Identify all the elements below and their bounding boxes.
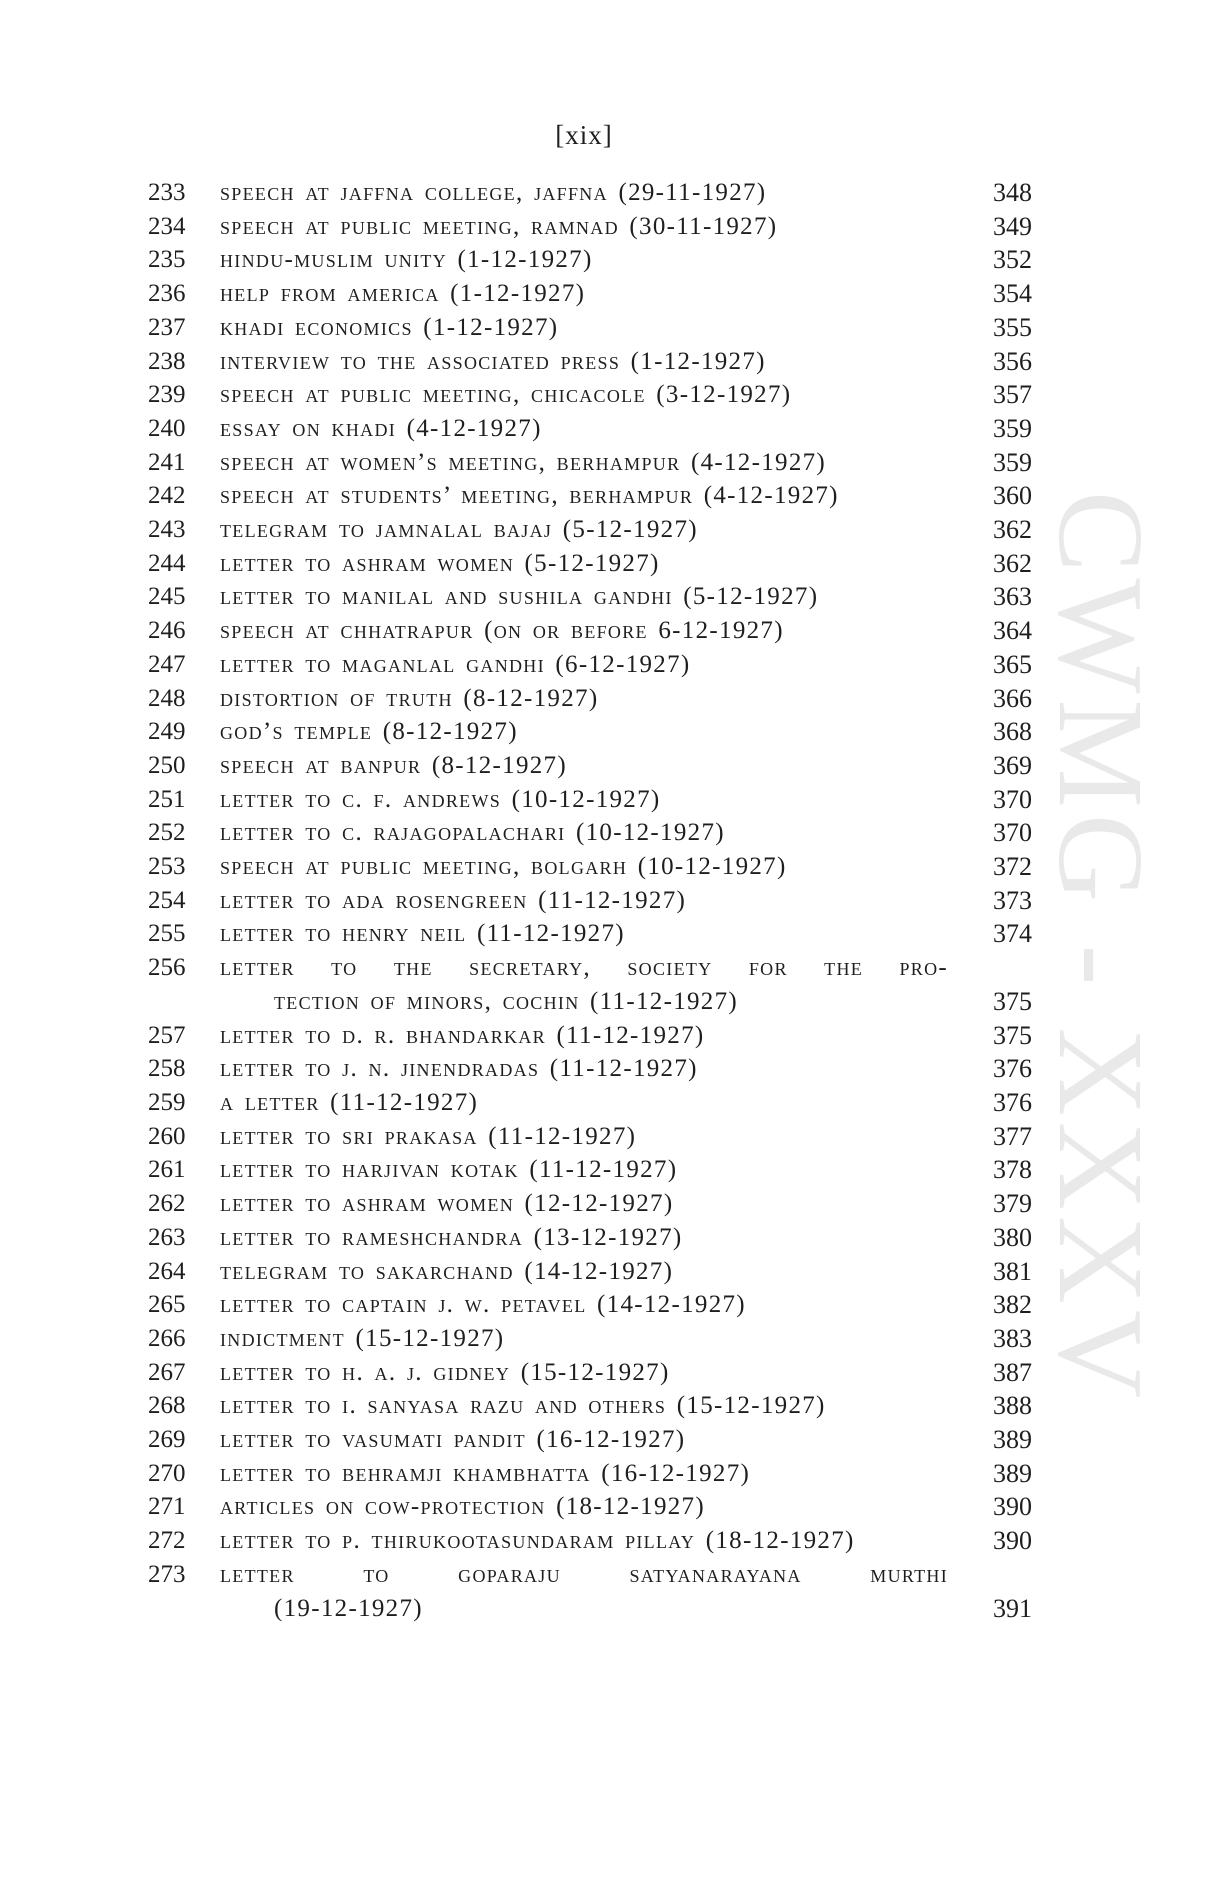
entry-number: 246 bbox=[148, 617, 186, 645]
entry-number: 266 bbox=[148, 1324, 186, 1352]
entry-title-line1: letter to goparaju satyanarayana murthi bbox=[220, 1560, 948, 1588]
entry-number: 268 bbox=[148, 1392, 186, 1420]
toc-entry bbox=[148, 1457, 1038, 1491]
entry-page: 389 bbox=[993, 1425, 1032, 1455]
toc-entry bbox=[148, 1019, 1038, 1053]
entry-page: 374 bbox=[993, 919, 1032, 949]
toc-entry bbox=[148, 1120, 1038, 1154]
entry-number: 265 bbox=[148, 1291, 186, 1319]
entry-page: 380 bbox=[993, 1222, 1032, 1252]
toc-entry bbox=[148, 1558, 1038, 1625]
entry-page: 370 bbox=[993, 784, 1032, 814]
toc-entry bbox=[148, 513, 1038, 547]
entry-page: 391 bbox=[993, 1593, 1032, 1623]
entry-page: 368 bbox=[993, 717, 1032, 747]
entry-number: 253 bbox=[148, 853, 186, 881]
entry-number: 252 bbox=[148, 819, 186, 847]
toc-entry bbox=[148, 210, 1038, 244]
entry-title: letter to h. a. j. gidney (15-12-1927) bbox=[220, 1358, 670, 1386]
entry-title: letter to behramji khambhatta (16-12-1927) bbox=[220, 1459, 751, 1487]
entry-number: 248 bbox=[148, 684, 186, 712]
entry-number: 269 bbox=[148, 1426, 186, 1454]
entry-title: interview to the associated press (1-12-1927) bbox=[220, 347, 766, 375]
toc-entry bbox=[148, 1356, 1038, 1390]
entry-page: 375 bbox=[993, 1020, 1032, 1050]
entry-title: letter to manilal and sushila gandhi (5-12-1927) bbox=[220, 583, 819, 611]
entry-title: hindu-muslim unity (1-12-1927) bbox=[220, 246, 593, 274]
entry-number: 271 bbox=[148, 1493, 186, 1521]
toc-entry bbox=[148, 749, 1038, 783]
toc-entry bbox=[148, 446, 1038, 480]
entry-page: 356 bbox=[993, 346, 1032, 376]
entry-page: 383 bbox=[993, 1323, 1032, 1353]
entry-page: 362 bbox=[993, 515, 1032, 545]
toc-entry bbox=[148, 277, 1038, 311]
entry-number: 242 bbox=[148, 482, 186, 510]
entry-number: 260 bbox=[148, 1122, 186, 1150]
entry-page: 387 bbox=[993, 1357, 1032, 1387]
entry-page: 382 bbox=[993, 1290, 1032, 1320]
entry-page: 376 bbox=[993, 1054, 1032, 1084]
entry-page: 377 bbox=[993, 1121, 1032, 1151]
entry-title bbox=[220, 951, 948, 1018]
entry-number: 238 bbox=[148, 347, 186, 375]
entry-title: letter to harjivan kotak (11-12-1927) bbox=[220, 1156, 678, 1184]
entry-number: 261 bbox=[148, 1156, 186, 1184]
entry-page: 366 bbox=[993, 683, 1032, 713]
entry-title: telegram to jamnalal bajaj (5-12-1927) bbox=[220, 516, 698, 544]
entry-number: 240 bbox=[148, 414, 186, 442]
entry-title: letter to i. sanyasa razu and others (15-12-1927) bbox=[220, 1392, 826, 1420]
entry-number: 244 bbox=[148, 549, 186, 577]
entry-page: 378 bbox=[993, 1155, 1032, 1185]
toc-entry bbox=[148, 176, 1038, 210]
toc-entry bbox=[148, 243, 1038, 277]
entry-number: 256 bbox=[148, 954, 186, 982]
entry-page: 352 bbox=[993, 245, 1032, 275]
entry-number: 239 bbox=[148, 381, 186, 409]
watermark-text: CWMG - XXXV bbox=[1033, 491, 1168, 1405]
entry-page: 370 bbox=[993, 818, 1032, 848]
entry-number: 237 bbox=[148, 313, 186, 341]
entry-number: 262 bbox=[148, 1190, 186, 1218]
toc-entry bbox=[148, 1423, 1038, 1457]
entry-page: 373 bbox=[993, 885, 1032, 915]
toc-entry bbox=[148, 783, 1038, 817]
entry-title: letter to j. n. jinendradas (11-12-1927) bbox=[220, 1055, 698, 1083]
entry-page: 364 bbox=[993, 616, 1032, 646]
entry-title: help from america (1-12-1927) bbox=[220, 280, 586, 308]
entry-page: 357 bbox=[993, 380, 1032, 410]
entry-page: 388 bbox=[993, 1391, 1032, 1421]
entry-title-line2: (19-12-1927) bbox=[274, 1594, 423, 1622]
entry-title: articles on cow-protection (18-12-1927) bbox=[220, 1493, 705, 1521]
entry-title: letter to vasumati pandit (16-12-1927) bbox=[220, 1426, 686, 1454]
entry-page: 359 bbox=[993, 413, 1032, 443]
entry-number: 258 bbox=[148, 1055, 186, 1083]
toc-entry bbox=[148, 1389, 1038, 1423]
entry-page: 381 bbox=[993, 1256, 1032, 1286]
entry-number: 250 bbox=[148, 751, 186, 779]
entry-number: 233 bbox=[148, 179, 186, 206]
toc-entry bbox=[148, 1524, 1038, 1558]
entry-title: speech at chhatrapur (on or before 6-12-1927) bbox=[220, 617, 784, 645]
toc-entry bbox=[148, 850, 1038, 884]
toc-entry bbox=[148, 412, 1038, 446]
entry-title: speech at public meeting, chicacole (3-12-1927) bbox=[220, 381, 792, 409]
entry-title: speech at students’ meeting, berhampur (4-12-1927) bbox=[220, 482, 839, 510]
entry-number: 245 bbox=[148, 583, 186, 611]
toc-entry bbox=[148, 614, 1038, 648]
toc-entry bbox=[148, 1052, 1038, 1086]
entry-page: 362 bbox=[993, 548, 1032, 578]
entry-number: 267 bbox=[148, 1358, 186, 1386]
entry-number: 247 bbox=[148, 650, 186, 678]
entry-title: speech at jaffna college, jaffna (29-11-1927) bbox=[220, 179, 767, 206]
entry-page: 360 bbox=[993, 481, 1032, 511]
toc-entry bbox=[148, 917, 1038, 951]
entry-title: letter to ada rosengreen (11-12-1927) bbox=[220, 886, 687, 914]
entry-page: 365 bbox=[993, 649, 1032, 679]
entry-title: khadi economics (1-12-1927) bbox=[220, 313, 559, 341]
entry-title: god’s temple (8-12-1927) bbox=[220, 718, 518, 746]
entry-title: letter to maganlal gandhi (6-12-1927) bbox=[220, 650, 691, 678]
entry-title: letter to ashram women (5-12-1927) bbox=[220, 549, 660, 577]
entry-number: 234 bbox=[148, 212, 186, 240]
toc-entry bbox=[148, 1086, 1038, 1120]
toc-entry bbox=[148, 951, 1038, 1018]
entry-page: 389 bbox=[993, 1458, 1032, 1488]
toc-entry bbox=[148, 715, 1038, 749]
entry-page: 363 bbox=[993, 582, 1032, 612]
toc-entry bbox=[148, 378, 1038, 412]
watermark bbox=[1033, 428, 1168, 1468]
entry-title: indictment (15-12-1927) bbox=[220, 1324, 505, 1352]
entry-title: essay on khadi (4-12-1927) bbox=[220, 414, 542, 442]
entry-title: letter to sri prakasa (11-12-1927) bbox=[220, 1122, 637, 1150]
entry-title bbox=[220, 1558, 948, 1625]
entry-title: letter to henry neil (11-12-1927) bbox=[220, 920, 625, 948]
toc-entry bbox=[148, 816, 1038, 850]
entry-page: 348 bbox=[993, 178, 1032, 207]
entry-number: 273 bbox=[148, 1560, 186, 1588]
entry-title: letter to c. rajagopalachari (10-12-1927) bbox=[220, 819, 725, 847]
toc-entry bbox=[148, 580, 1038, 614]
entry-title: speech at public meeting, ramnad (30-11-1927) bbox=[220, 212, 778, 240]
entry-title-line1: letter to the secretary, society for the pro- bbox=[220, 954, 948, 982]
entry-number: 259 bbox=[148, 1088, 186, 1116]
toc-entry bbox=[148, 547, 1038, 581]
entry-title: a letter (11-12-1927) bbox=[220, 1088, 479, 1116]
entry-page: 355 bbox=[993, 312, 1032, 342]
toc-entry bbox=[148, 648, 1038, 682]
entry-number: 235 bbox=[148, 246, 186, 274]
entry-number: 254 bbox=[148, 886, 186, 914]
toc-entry bbox=[148, 884, 1038, 918]
entry-number: 251 bbox=[148, 785, 186, 813]
entry-number: 243 bbox=[148, 516, 186, 544]
entry-number: 270 bbox=[148, 1459, 186, 1487]
entry-title: letter to rameshchandra (13-12-1927) bbox=[220, 1223, 683, 1251]
entry-page: 376 bbox=[993, 1087, 1032, 1117]
entry-page: 359 bbox=[993, 447, 1032, 477]
page-number: [xix] bbox=[555, 120, 613, 150]
toc-entry bbox=[148, 1153, 1038, 1187]
entry-page: 369 bbox=[993, 750, 1032, 780]
toc-entry bbox=[148, 1255, 1038, 1289]
toc-entry bbox=[148, 682, 1038, 716]
entry-title: speech at banpur (8-12-1927) bbox=[220, 751, 567, 779]
entry-page: 372 bbox=[993, 852, 1032, 882]
entry-page: 375 bbox=[993, 986, 1032, 1016]
entry-title: letter to c. f. andrews (10-12-1927) bbox=[220, 785, 661, 813]
entry-page: 390 bbox=[993, 1526, 1032, 1556]
entry-number: 264 bbox=[148, 1257, 186, 1285]
entry-title: letter to p. thirukootasundaram pillay (18-12-1927) bbox=[220, 1527, 855, 1555]
entry-page: 354 bbox=[993, 279, 1032, 309]
entry-title-line2: tection of minors, cochin (11-12-1927) bbox=[274, 987, 739, 1015]
toc-entry bbox=[148, 1221, 1038, 1255]
entry-title: distortion of truth (8-12-1927) bbox=[220, 684, 599, 712]
entry-page: 349 bbox=[993, 211, 1032, 241]
entry-number: 263 bbox=[148, 1223, 186, 1251]
entry-title: letter to d. r. bhandarkar (11-12-1927) bbox=[220, 1021, 705, 1049]
entry-title: letter to captain j. w. petavel (14-12-1927) bbox=[220, 1291, 746, 1319]
toc-entry bbox=[148, 311, 1038, 345]
toc-entry bbox=[148, 345, 1038, 379]
table-of-contents bbox=[148, 176, 1038, 1625]
entry-page: 379 bbox=[993, 1189, 1032, 1219]
toc-entry bbox=[148, 1490, 1038, 1524]
entry-title: speech at women’s meeting, berhampur (4-12-1927) bbox=[220, 448, 827, 476]
entry-title: speech at public meeting, bolgarh (10-12-1927) bbox=[220, 853, 787, 881]
entry-number: 272 bbox=[148, 1527, 186, 1555]
entry-number: 257 bbox=[148, 1021, 186, 1049]
entry-title: telegram to sakarchand (14-12-1927) bbox=[220, 1257, 674, 1285]
entry-number: 255 bbox=[148, 920, 186, 948]
entry-number: 236 bbox=[148, 280, 186, 308]
entry-title: letter to ashram women (12-12-1927) bbox=[220, 1190, 674, 1218]
toc-entry bbox=[148, 1187, 1038, 1221]
entry-number: 241 bbox=[148, 448, 186, 476]
toc-entry bbox=[148, 479, 1038, 513]
entry-page: 390 bbox=[993, 1492, 1032, 1522]
toc-entry bbox=[148, 1288, 1038, 1322]
entry-number: 249 bbox=[148, 718, 186, 746]
toc-entry bbox=[148, 1322, 1038, 1356]
